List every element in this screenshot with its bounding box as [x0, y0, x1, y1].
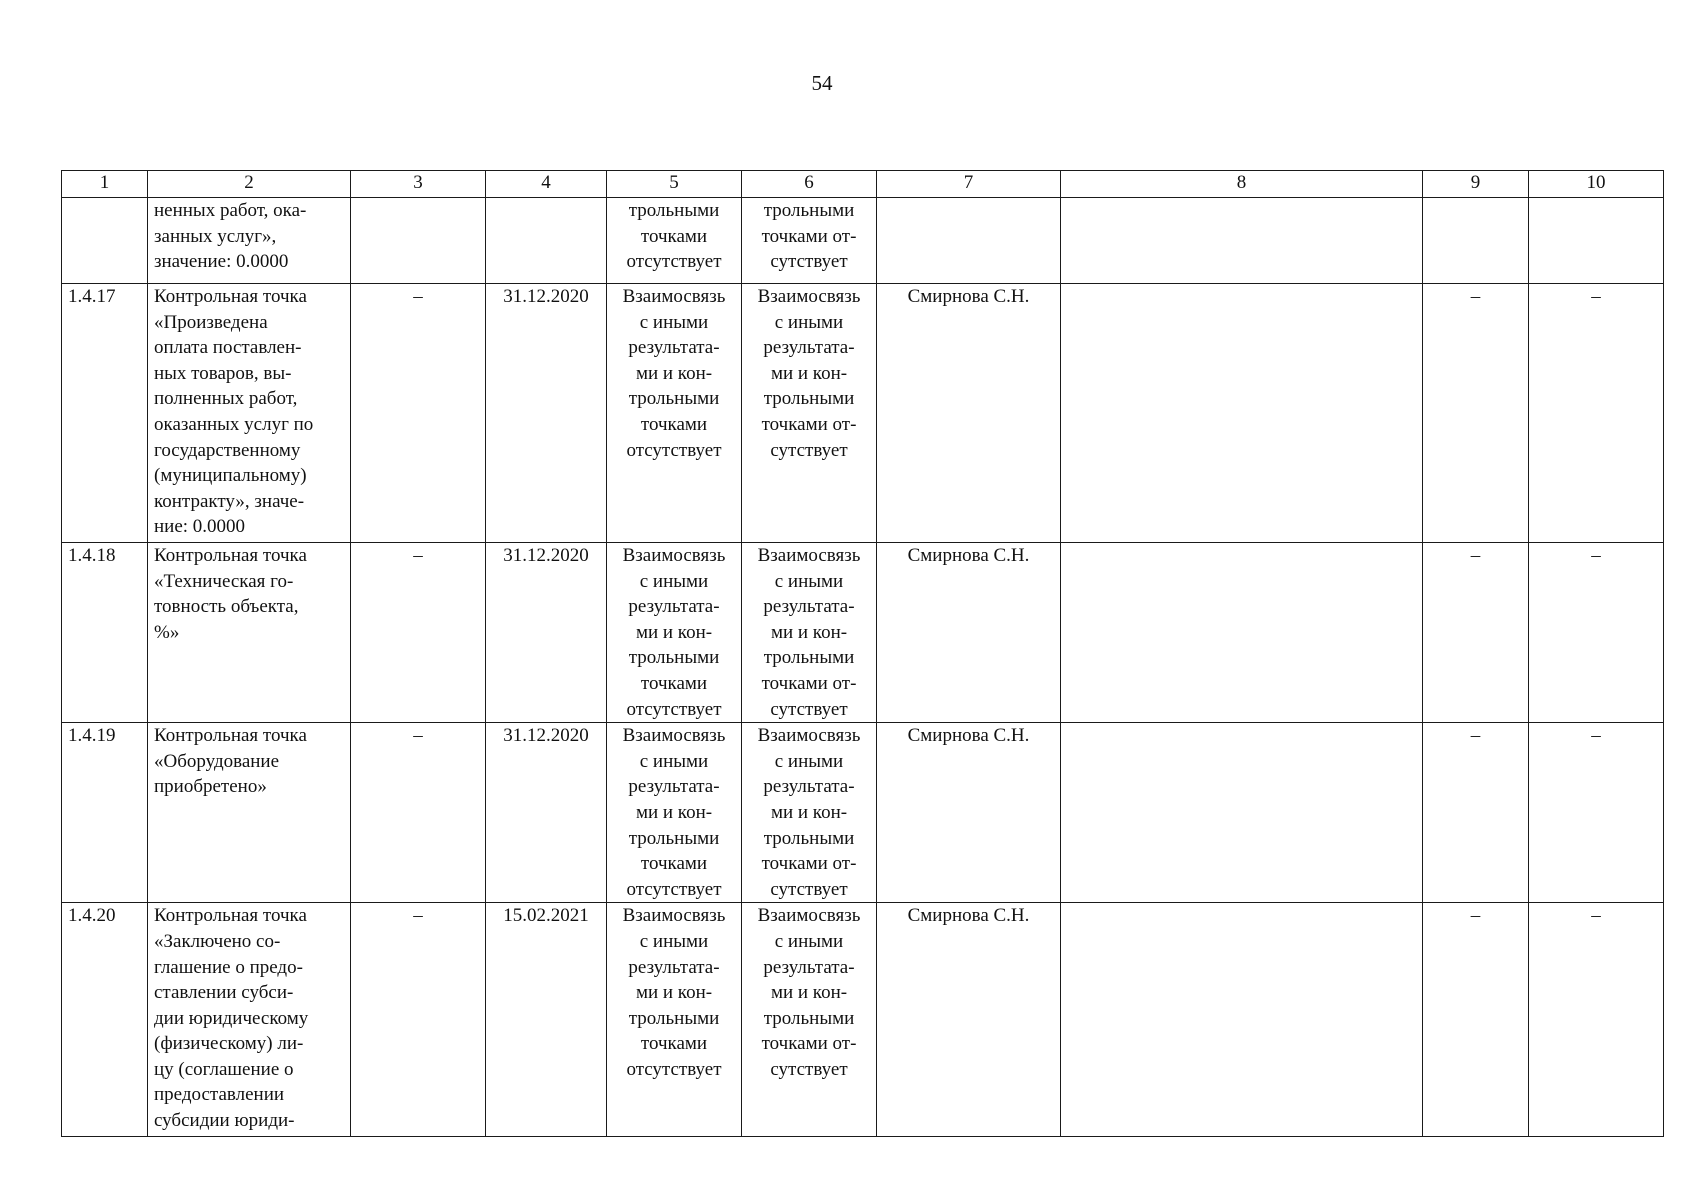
cell-relation-b: Взаимосвязь с иными результата- ми и кон- трольными точками от- сутствует — [742, 723, 877, 903]
cell-responsible: Смирнова С.Н. — [877, 723, 1061, 903]
cell-relation-b: Взаимосвязь с иными результата- ми и кон- трольными точками от- сутствует — [742, 284, 877, 543]
row-number: 1.4.19 — [62, 723, 148, 903]
cell-col8 — [1061, 198, 1423, 284]
cell-col8 — [1061, 723, 1423, 903]
cell-col8 — [1061, 543, 1423, 723]
column-number-row — [62, 171, 1664, 198]
cell-col10: – — [1529, 543, 1664, 723]
cell-date: 31.12.2020 — [486, 284, 607, 543]
cell-col10 — [1529, 198, 1664, 284]
cell-col3: – — [351, 903, 486, 1137]
column-header: 6 — [742, 171, 877, 198]
table-row — [62, 284, 1664, 543]
cell-responsible: Смирнова С.Н. — [877, 284, 1061, 543]
cell-date: 31.12.2020 — [486, 543, 607, 723]
cell-relation-a: Взаимосвязь с иными результата- ми и кон- трольными точками отсутствует — [607, 284, 742, 543]
cell-relation-a: Взаимосвязь с иными результата- ми и кон- трольными точками отсутствует — [607, 723, 742, 903]
cell-col9: – — [1423, 284, 1529, 543]
cell-col10: – — [1529, 284, 1664, 543]
cell-relation-b: Взаимосвязь с иными результата- ми и кон- трольными точками от- сутствует — [742, 543, 877, 723]
cell-col9: – — [1423, 903, 1529, 1137]
column-header: 9 — [1423, 171, 1529, 198]
cell-col9 — [1423, 198, 1529, 284]
cell-relation-b: трольными точками от- сутствует — [742, 198, 877, 284]
cell-relation-a: Взаимосвязь с иными результата- ми и кон- трольными точками отсутствует — [607, 903, 742, 1137]
row-number — [62, 198, 148, 284]
cell-col3 — [351, 198, 486, 284]
column-header: 1 — [62, 171, 148, 198]
cell-date: 31.12.2020 — [486, 723, 607, 903]
cell-col8 — [1061, 903, 1423, 1137]
table-row — [62, 903, 1664, 1137]
column-header: 5 — [607, 171, 742, 198]
column-header: 4 — [486, 171, 607, 198]
cell-col8 — [1061, 284, 1423, 543]
milestone-name: Контрольная точка «Техническая го- товность объекта, %» — [148, 543, 351, 723]
cell-responsible: Смирнова С.Н. — [877, 903, 1061, 1137]
table-row — [62, 543, 1664, 723]
cell-col10: – — [1529, 723, 1664, 903]
column-header: 8 — [1061, 171, 1423, 198]
cell-relation-a: Взаимосвязь с иными результата- ми и кон- трольными точками отсутствует — [607, 543, 742, 723]
page-number: 54 — [811, 71, 833, 95]
column-header: 10 — [1529, 171, 1664, 198]
milestone-name: Контрольная точка «Заключено со- глашение о предо- ставлении субси- дии юридическому (физическому) ли- цу (соглашение о предоставлении субсидии юриди- — [148, 903, 351, 1137]
row-number: 1.4.20 — [62, 903, 148, 1137]
table-row — [62, 723, 1664, 903]
cell-col3: – — [351, 284, 486, 543]
cell-relation-b: Взаимосвязь с иными результата- ми и кон- трольными точками от- сутствует — [742, 903, 877, 1137]
cell-date — [486, 198, 607, 284]
column-header: 3 — [351, 171, 486, 198]
cell-responsible — [877, 198, 1061, 284]
cell-responsible: Смирнова С.Н. — [877, 543, 1061, 723]
milestone-name: ненных работ, ока- занных услуг», значение: 0.0000 — [148, 198, 351, 284]
milestone-name: Контрольная точка «Произведена оплата поставлен- ных товаров, вы- полненных работ, оказанных услуг по государственному (муниципальному) контракту», значе- ние: 0.0000 — [148, 284, 351, 543]
cell-col9: – — [1423, 723, 1529, 903]
row-number: 1.4.18 — [62, 543, 148, 723]
cell-col3: – — [351, 723, 486, 903]
milestones-table — [61, 170, 1664, 1137]
cell-date: 15.02.2021 — [486, 903, 607, 1137]
cell-col10: – — [1529, 903, 1664, 1137]
cell-relation-a: трольными точками отсутствует — [607, 198, 742, 284]
column-header: 7 — [877, 171, 1061, 198]
column-header: 2 — [148, 171, 351, 198]
cell-col3: – — [351, 543, 486, 723]
table-row — [62, 198, 1664, 284]
milestone-name: Контрольная точка «Оборудование приобретено» — [148, 723, 351, 903]
row-number: 1.4.17 — [62, 284, 148, 543]
cell-col9: – — [1423, 543, 1529, 723]
